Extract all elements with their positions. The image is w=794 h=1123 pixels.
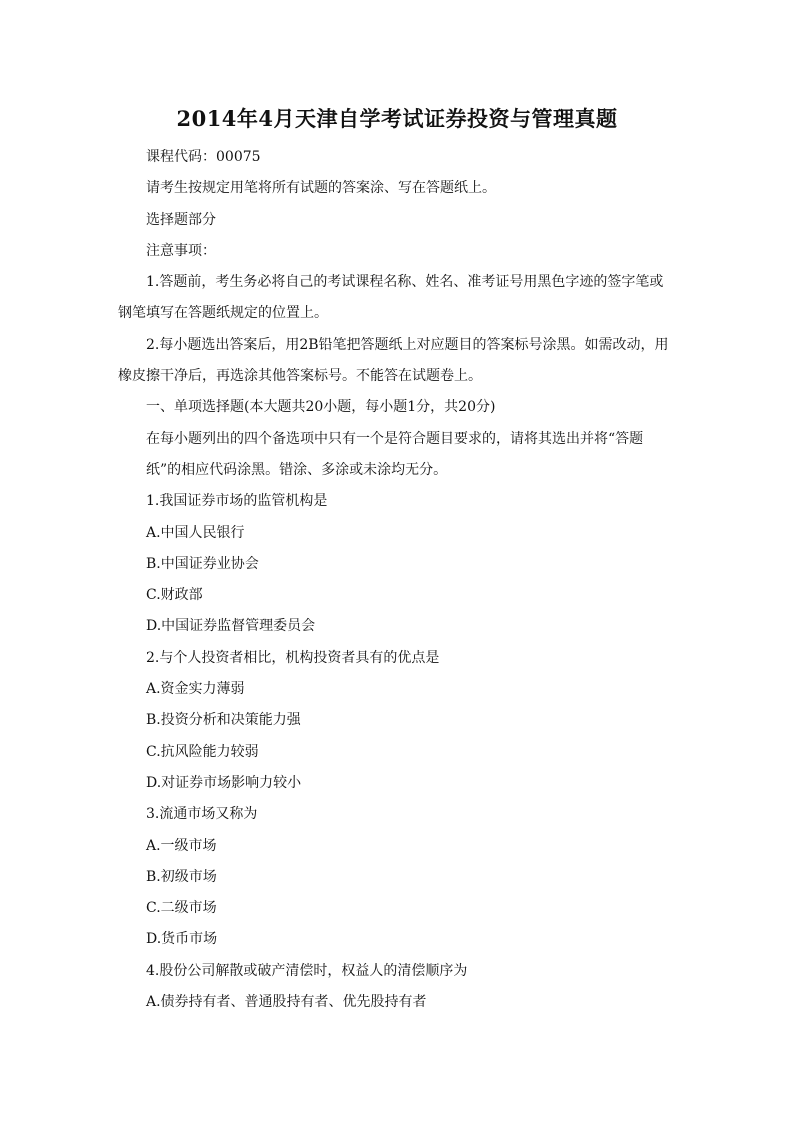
text-line: B.投资分析和决策能力强 <box>146 712 301 729</box>
text-line: D.货币市场 <box>146 931 218 948</box>
text-line: 2.每小题选出答案后，用2B铅笔把答题纸上对应题目的答案标号涂黑。如需改动，用 <box>146 336 669 353</box>
text-line: 1.答题前，考生务必将自己的考试课程名称、姓名、准考证号用黑色字迹的签字笔或 <box>146 274 664 291</box>
text-line: 选择题部分 <box>146 211 216 228</box>
text-line: 钢笔填写在答题纸规定的位置上。 <box>118 305 328 322</box>
text-line: D.中国证券监督管理委员会 <box>146 618 316 635</box>
text-line: 一、单项选择题(本大题共20小题，每小题1分，共20分) <box>146 399 496 416</box>
text-line: 注意事项： <box>146 242 216 259</box>
text-line: B.初级市场 <box>146 868 217 885</box>
text-line: 橡皮擦干净后，再选涂其他答案标号。不能答在试题卷上。 <box>118 368 482 385</box>
text-line: A.债券持有者、普通股持有者、优先股持有者 <box>146 994 427 1011</box>
document-title: 2014年4月天津自学考试证券投资与管理真题 <box>176 106 618 131</box>
text-line: C.抗风险能力较弱 <box>146 743 259 760</box>
text-line: 请考生按规定用笔将所有试题的答案涂、写在答题纸上。 <box>146 180 496 197</box>
text-line: 纸”的相应代码涂黑。错涂、多涂或未涂均无分。 <box>146 461 448 478</box>
text-line: 在每小题列出的四个备选项中只有一个是符合题目要求的，请将其选出并将“答题 <box>146 430 644 447</box>
text-line: 2.与个人投资者相比，机构投资者具有的优点是 <box>146 649 440 666</box>
text-line: D.对证券市场影响力较小 <box>146 774 302 791</box>
text-line: A.一级市场 <box>146 837 217 854</box>
text-line: 3.流通市场又称为 <box>146 806 258 823</box>
text-line: C.二级市场 <box>146 900 217 917</box>
text-line: 4.股份公司解散或破产清偿时，权益人的清偿顺序为 <box>146 962 468 979</box>
document-body <box>118 142 684 1018</box>
text-line: B.中国证券业协会 <box>146 555 259 572</box>
text-line: 1.我国证券市场的监管机构是 <box>146 493 328 510</box>
text-line: 课程代码：00075 <box>146 149 261 165</box>
text-line: C.财政部 <box>146 587 203 604</box>
text-line: A.中国人民银行 <box>146 524 245 541</box>
text-line: A.资金实力薄弱 <box>146 681 245 698</box>
